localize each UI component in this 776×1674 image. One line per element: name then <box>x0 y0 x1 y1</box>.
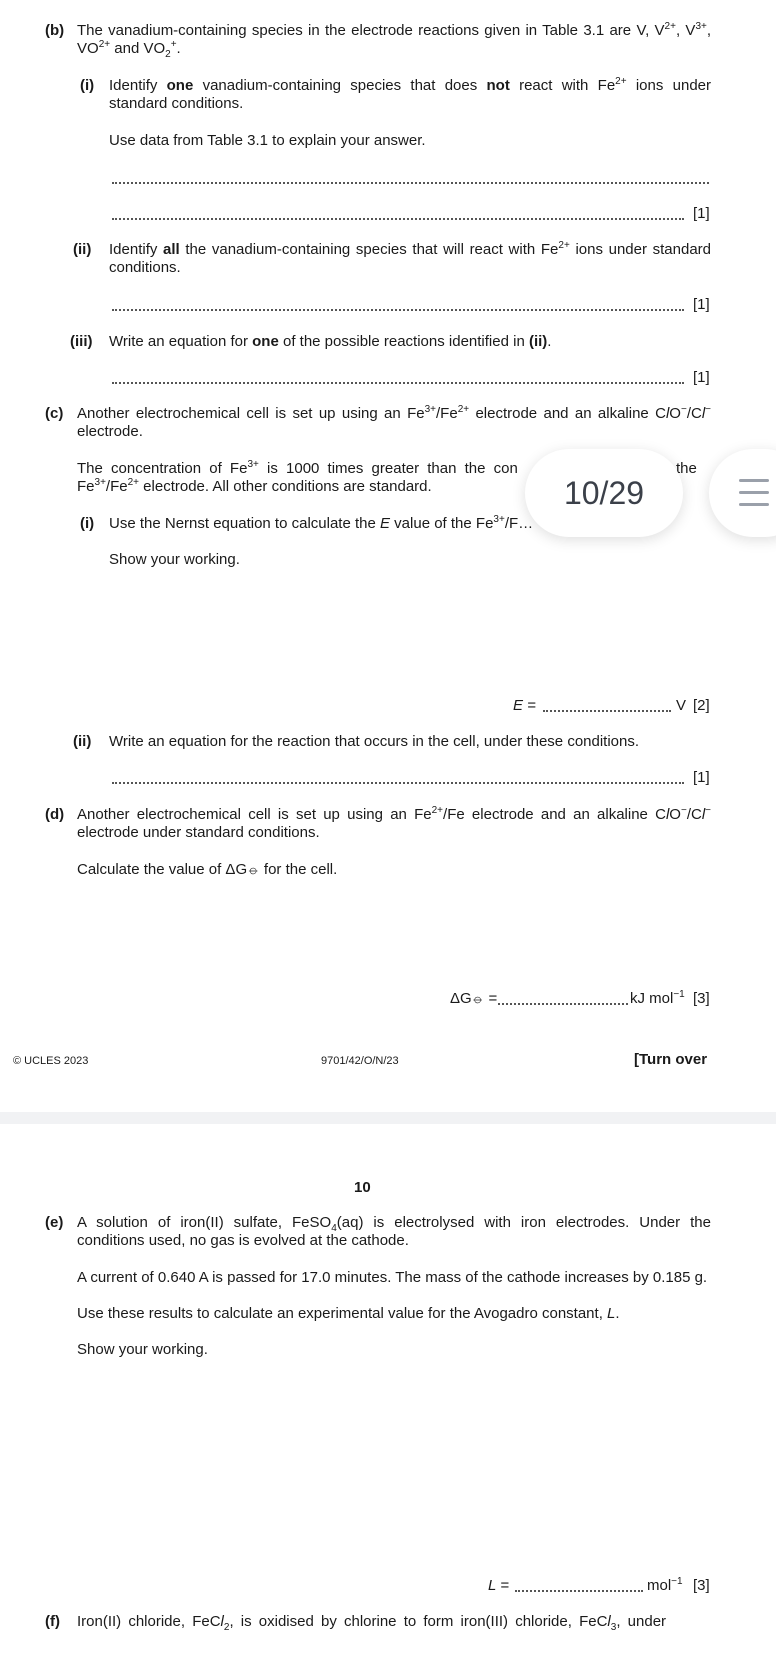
part-c-ii-question: Write an equation for the reaction that occurs in the cell, under these conditions. <box>109 733 640 750</box>
mark-allocation: [1] <box>693 296 710 313</box>
part-e-instruction: Show your working. <box>77 1341 208 1358</box>
part-d-intro: Another electrochemical cell is set up using an $Fe^{2+}/Fe$ electrode and an alkaline ClO−/Cl− electrode under standard conditions. <box>77 805 711 841</box>
part-d-instruction: Calculate the value of ΔG⦵ for the cell. <box>77 861 338 878</box>
part-b-ii-question: Identify all the vanadium-containing species that will react with $Fe^{2+}$ ions under standard conditions. <box>109 240 711 276</box>
answer-prefix-E: E = <box>513 697 536 714</box>
part-b-iii-label: (iii) <box>70 333 93 350</box>
page-indicator[interactable]: 10/29 <box>525 449 683 537</box>
answer-prefix-dG: ΔG⦵ = <box>450 990 498 1007</box>
part-c-intro: Another electrochemical cell is set up using an $Fe^{3+}/Fe^{2+}$ electrode and an alkaline ClO−/Cl− electrode. <box>77 404 711 440</box>
part-b-i-label: (i) <box>80 77 95 94</box>
part-b-ii-label: (ii) <box>73 241 92 258</box>
part-b-intro: The vanadium-containing species in the electrode reactions given in Table 3.1 are V, $V^{2+}$, $V^{3+}$, $VO^{2+}$ and $VO_2^+$. <box>77 21 712 60</box>
footer-turn-over: [Turn over <box>634 1051 708 1068</box>
answer-line-E[interactable] <box>543 708 671 712</box>
part-c-i-label: (i) <box>80 515 95 532</box>
exam-page-10 <box>0 1124 776 1674</box>
part-c-i-instruction: Show your working. <box>109 551 240 568</box>
part-b-i-instruction: Use data from Table 3.1 to explain your answer. <box>109 132 426 149</box>
answer-line[interactable] <box>112 216 684 220</box>
answer-unit: V <box>676 697 687 714</box>
answer-line-L[interactable] <box>515 1588 643 1592</box>
page-number: 10 <box>354 1179 371 1196</box>
part-b-iii-question: Write an equation for one of the possible reactions identified in (ii). <box>109 333 552 350</box>
menu-icon <box>739 479 769 482</box>
mark-allocation: [2] <box>693 697 710 714</box>
part-e-intro: A solution of iron(II) sulfate, FeSO$_4$(aq) is electrolysed with iron electrodes. Under the conditions used, no gas is evolved at the cathode. <box>77 1214 711 1249</box>
mark-allocation: [1] <box>693 769 710 786</box>
mark-allocation: [3] <box>693 1577 710 1594</box>
mark-allocation: [3] <box>693 990 710 1007</box>
part-c-ii-label: (ii) <box>73 733 92 750</box>
part-c-label: (c) <box>45 405 64 422</box>
mark-allocation: [1] <box>693 369 710 386</box>
menu-icon <box>739 503 769 506</box>
part-c-conditions: The concentration of $Fe^{3+}$ is 1000 times greater than the con the $Fe^{3+}/Fe^{2+}$ electrode. All other conditions are standard. <box>77 459 697 495</box>
answer-line[interactable] <box>112 780 684 784</box>
answer-unit: mol$^{-1}$ <box>647 1576 683 1594</box>
part-e-label: (e) <box>45 1214 64 1231</box>
part-c-i-question: Use the Nernst equation to calculate the E value of the $Fe^{3+}/F\dots$ <box>109 514 534 532</box>
menu-icon <box>739 491 769 494</box>
answer-line[interactable] <box>112 380 684 384</box>
answer-line[interactable] <box>112 307 684 311</box>
part-e-data: A current of 0.640 A is passed for 17.0 minutes. The mass of the cathode increases by 0.185 g. <box>77 1269 708 1286</box>
answer-line-dG[interactable] <box>498 1001 628 1005</box>
mark-allocation: [1] <box>693 205 710 222</box>
footer-paper-code: 9701/42/O/N/23 <box>321 1055 399 1067</box>
part-e-task: Use these results to calculate an experimental value for the Avogadro constant, L. <box>77 1305 620 1322</box>
part-b-label: (b) <box>45 22 65 39</box>
page-separator <box>0 1112 776 1124</box>
part-d-label: (d) <box>45 806 65 823</box>
answer-unit: kJ mol$^{-1}$ <box>630 989 685 1007</box>
answer-prefix-L: L = <box>488 1577 509 1594</box>
part-f-label: (f) <box>45 1613 60 1630</box>
part-f-intro: Iron(II) chloride, FeCl$_2$, is oxidised by chlorine to form iron(III) chloride, FeCl$_3$, under <box>77 1613 667 1633</box>
part-b-i-question: Identify one vanadium-containing species that does not react with $Fe^{2+}$ ions under standard conditions. <box>109 76 712 112</box>
answer-line[interactable] <box>112 180 709 184</box>
footer-copyright: © UCLES 2023 <box>13 1055 89 1067</box>
